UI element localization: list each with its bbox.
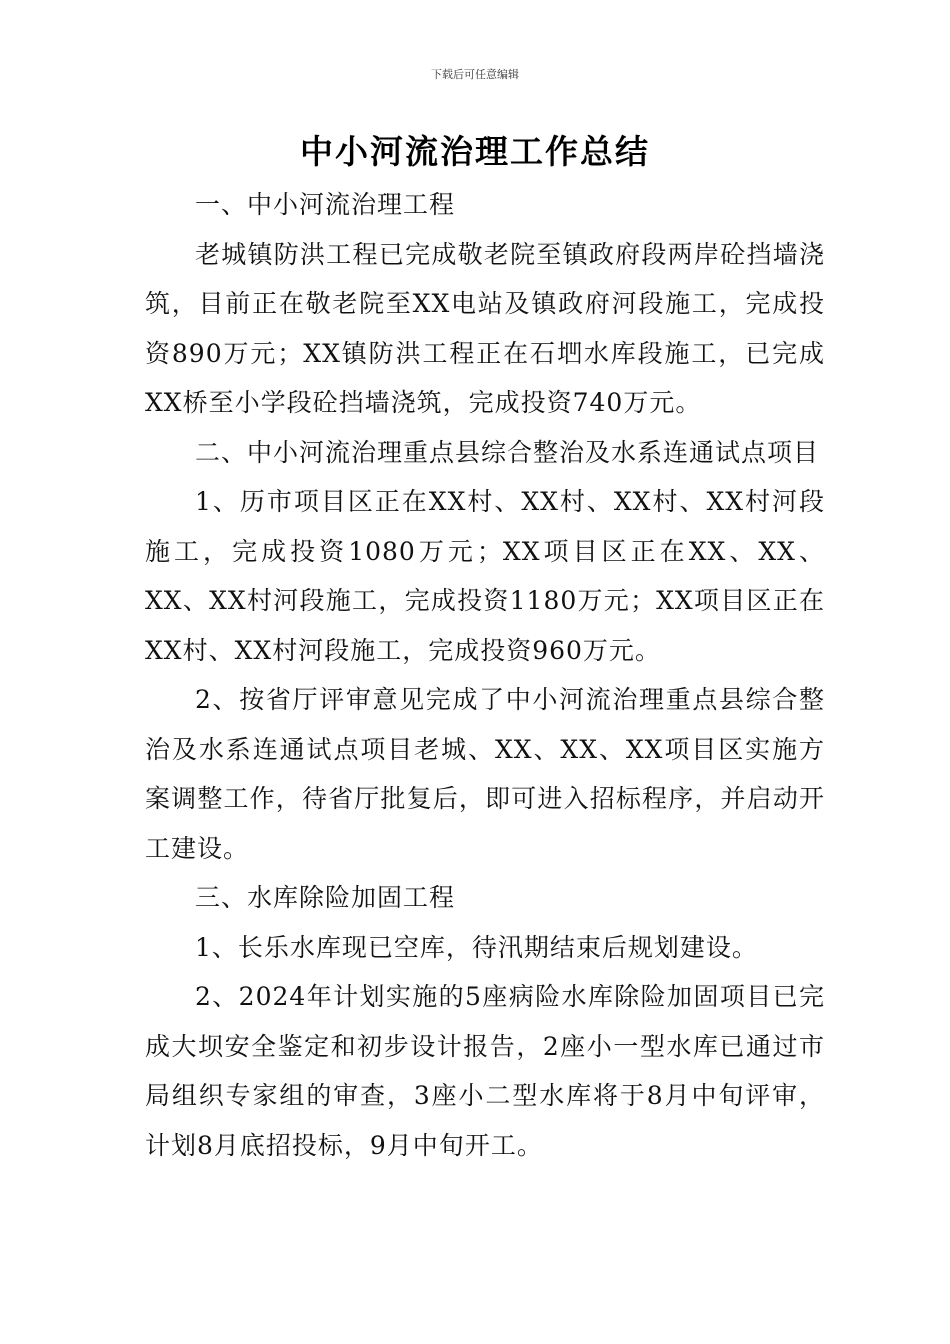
section-2-paragraph-1: 1、历市项目区正在XX村、XX村、XX村、XX村河段施工，完成投资1080万元；XX项目区正在XX、XX、XX、XX村河段施工，完成投资1180万元；XX项目区正在XX村、XX村河段施工，完成投资960万元。: [145, 487, 825, 665]
section-3-paragraph-2: 2、2024年计划实施的5座病险水库除险加固项目已完成大坝安全鉴定和初步设计报告，2座小一型水库已通过市局组织专家组的审查，3座小二型水库将于8月中旬评审，计划8月底招投标，9月中旬开工。: [145, 982, 825, 1160]
section-heading-3: 三、水库除险加固工程: [195, 883, 456, 912]
section-heading-2: 二、中小河流治理重点县综合整治及水系连通试点项目: [195, 437, 820, 467]
section-3-paragraph-1: 1、长乐水库现已空库，待汛期结束后规划建设。: [195, 932, 758, 962]
section-1-paragraph-1: 老城镇防洪工程已完成敬老院至镇政府段两岸砼挡墙浇筑，目前正在敬老院至XX电站及镇政府河段施工，完成投资890万元；XX镇防洪工程正在石垇水库段施工，已完成XX桥至小学段砼挡墙浇筑，完成投资740万元。: [145, 239, 825, 417]
document-body: [145, 180, 825, 1170]
document-title: 中小河流治理工作总结: [300, 132, 650, 171]
section-2-paragraph-2: 2、按省厅评审意见完成了中小河流治理重点县综合整治及水系连通试点项目老城、XX、XX、XX项目区实施方案调整工作，待省厅批复后，即可进入招标程序，并启动开工建设。: [145, 685, 825, 863]
header-note: 下载后可任意编辑: [431, 68, 519, 81]
section-heading-1: 一、中小河流治理工程: [195, 190, 456, 219]
